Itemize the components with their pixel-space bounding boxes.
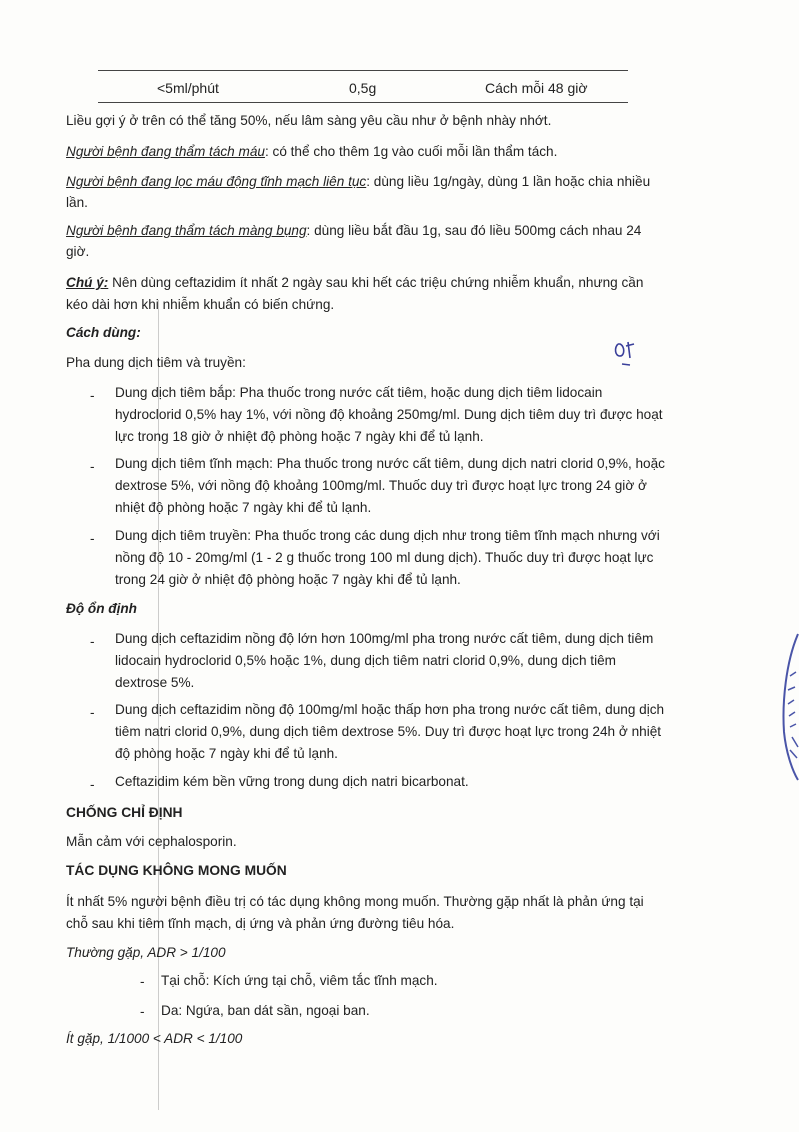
- cavh-paragraph-line1: [66, 171, 650, 193]
- stability-heading: Độ ổn định: [66, 601, 137, 616]
- contraindication-text: Mẫn cảm với cephalosporin.: [66, 834, 237, 849]
- usage-item-2-line3: nhiệt độ phòng hoặc 7 ngày khi để tủ lạnh.: [115, 500, 372, 515]
- usage-heading: Cách dùng:: [66, 325, 141, 340]
- peritoneal-paragraph-line2: giờ.: [66, 244, 90, 259]
- handwritten-initial-mark: [612, 334, 648, 370]
- cavh-label: Người bệnh đang lọc máu động tĩnh mạch liên tục: [66, 174, 367, 189]
- table-bottom-rule: [98, 102, 628, 103]
- common-item-1-dash: -: [140, 974, 145, 989]
- cavh-paragraph-line2: lần.: [66, 195, 88, 210]
- stability-item-1-line1: Dung dịch ceftazidim nồng độ lớn hơn 100mg/ml pha trong nước cất tiêm, dung dịch tiêm: [115, 631, 654, 646]
- cavh-text: : dùng liều 1g/ngày, dùng 1 lần hoặc chia nhiều: [366, 174, 651, 189]
- note-line2: kéo dài hơn khi nhiễm khuẩn có biến chứng.: [66, 297, 335, 312]
- adverse-paragraph-line2: chỗ sau khi tiêm tĩnh mạch, dị ứng và phản ứng đường tiêu hóa.: [66, 916, 455, 931]
- common-item-2-dash: -: [140, 1004, 145, 1019]
- partial-stamp-seal: [776, 632, 799, 782]
- usage-item-2-dash: -: [90, 459, 95, 474]
- stability-item-2-line1: Dung dịch ceftazidim nồng độ 100mg/ml hoặc thấp hơn pha trong nước cất tiêm, dung dịch: [115, 702, 665, 717]
- uncommon-adr-label: Ít gặp, 1/1000 < ADR < 1/100: [66, 1031, 243, 1046]
- usage-item-2-line1: Dung dịch tiêm tĩnh mạch: Pha thuốc trong nước cất tiêm, dung dịch natri clorid 0,9%, hoặc: [115, 456, 665, 471]
- note-label: Chú ý:: [66, 275, 109, 290]
- dose-increase-paragraph: Liều gợi ý ở trên có thể tăng 50%, nếu lâm sàng yêu cầu như ở bệnh nhày nhớt.: [66, 113, 552, 128]
- usage-item-3-line1: Dung dịch tiêm truyền: Pha thuốc trong các dung dịch như trong tiêm tĩnh mạch nhưng với: [115, 528, 660, 543]
- note-line1: [66, 272, 643, 294]
- stability-item-3-dash: -: [90, 777, 95, 792]
- note-text: Nên dùng ceftazidim ít nhất 2 ngày sau khi hết các triệu chứng nhiễm khuẩn, nhưng cần: [108, 275, 644, 290]
- table-cell-dose: 0,5g: [349, 80, 377, 96]
- stability-item-1-line2: lidocain hydroclorid 0,5% hoặc 1%, dung dịch tiêm natri clorid 0,9%, dung dịch tiêm: [115, 653, 616, 668]
- usage-item-3-line2: nồng độ 10 - 20mg/ml (1 - 2 g thuốc trong 100 ml dung dịch). Thuốc duy trì được hoạt lực: [115, 550, 654, 565]
- table-cell-clearance: <5ml/phút: [157, 80, 219, 96]
- peritoneal-label: Người bệnh đang thẩm tách màng bụng: [66, 223, 307, 238]
- stability-item-1-dash: -: [90, 634, 95, 649]
- usage-item-1-line1: Dung dịch tiêm bắp: Pha thuốc trong nước cất tiêm, hoặc dung dịch tiêm lidocain: [115, 385, 603, 400]
- stability-item-1-line3: dextrose 5%.: [115, 675, 195, 690]
- hemodialysis-label: Người bệnh đang thẩm tách máu: [66, 144, 265, 159]
- common-adr-label: Thường gặp, ADR > 1/100: [66, 945, 226, 960]
- table-cell-interval: Cách mỗi 48 giờ: [485, 80, 588, 96]
- peritoneal-paragraph-line1: [66, 220, 641, 242]
- usage-item-2-line2: dextrose 5%, với nồng độ khoảng 100mg/ml. Thuốc duy trì được hoạt lực trong 24 giờ ở: [115, 478, 647, 493]
- contraindication-heading: CHỐNG CHỈ ĐỊNH: [66, 805, 183, 820]
- common-item-1: Tại chỗ: Kích ứng tại chỗ, viêm tắc tĩnh mạch.: [161, 973, 438, 988]
- stability-item-2-line3: độ phòng hoặc 7 ngày khi để tủ lạnh.: [115, 746, 338, 761]
- stability-item-2-line2: tiêm natri clorid 0,9%, dung dịch tiêm dextrose 5%. Duy trì được hoạt lực trong 24h ở nhiệt: [115, 724, 662, 739]
- adverse-paragraph-line1: Ít nhất 5% người bệnh điều trị có tác dụng không mong muốn. Thường gặp nhất là phản ứng tại: [66, 894, 644, 909]
- usage-intro: Pha dung dịch tiêm và truyền:: [66, 355, 246, 370]
- peritoneal-text: : dùng liều bắt đầu 1g, sau đó liều 500mg cách nhau 24: [306, 223, 642, 238]
- common-item-2: Da: Ngứa, ban dát sần, ngoại ban.: [161, 1003, 370, 1018]
- stability-item-2-dash: -: [90, 705, 95, 720]
- hemodialysis-text: : có thể cho thêm 1g vào cuối mỗi lần thẩm tách.: [264, 144, 558, 159]
- usage-item-1-line3: lực trong 18 giờ ở nhiệt độ phòng hoặc 7 ngày khi để tủ lạnh.: [115, 429, 484, 444]
- usage-item-1-dash: -: [90, 388, 95, 403]
- adverse-heading: TÁC DỤNG KHÔNG MONG MUỐN: [66, 863, 287, 878]
- usage-item-3-line3: trong 24 giờ ở nhiệt độ phòng hoặc 7 ngày khi để tủ lạnh.: [115, 572, 461, 587]
- usage-item-3-dash: -: [90, 531, 95, 546]
- stability-item-3-line1: Ceftazidim kém bền vững trong dung dịch natri bicarbonat.: [115, 774, 469, 789]
- handwritten-mark-text: 01: [612, 334, 614, 335]
- table-top-rule: [98, 70, 628, 71]
- usage-item-1-line2: hydroclorid 0,5% hay 1%, với nồng độ khoảng 250mg/ml. Dung dịch tiêm duy trì được hoạt: [115, 407, 663, 422]
- hemodialysis-paragraph: [66, 141, 557, 163]
